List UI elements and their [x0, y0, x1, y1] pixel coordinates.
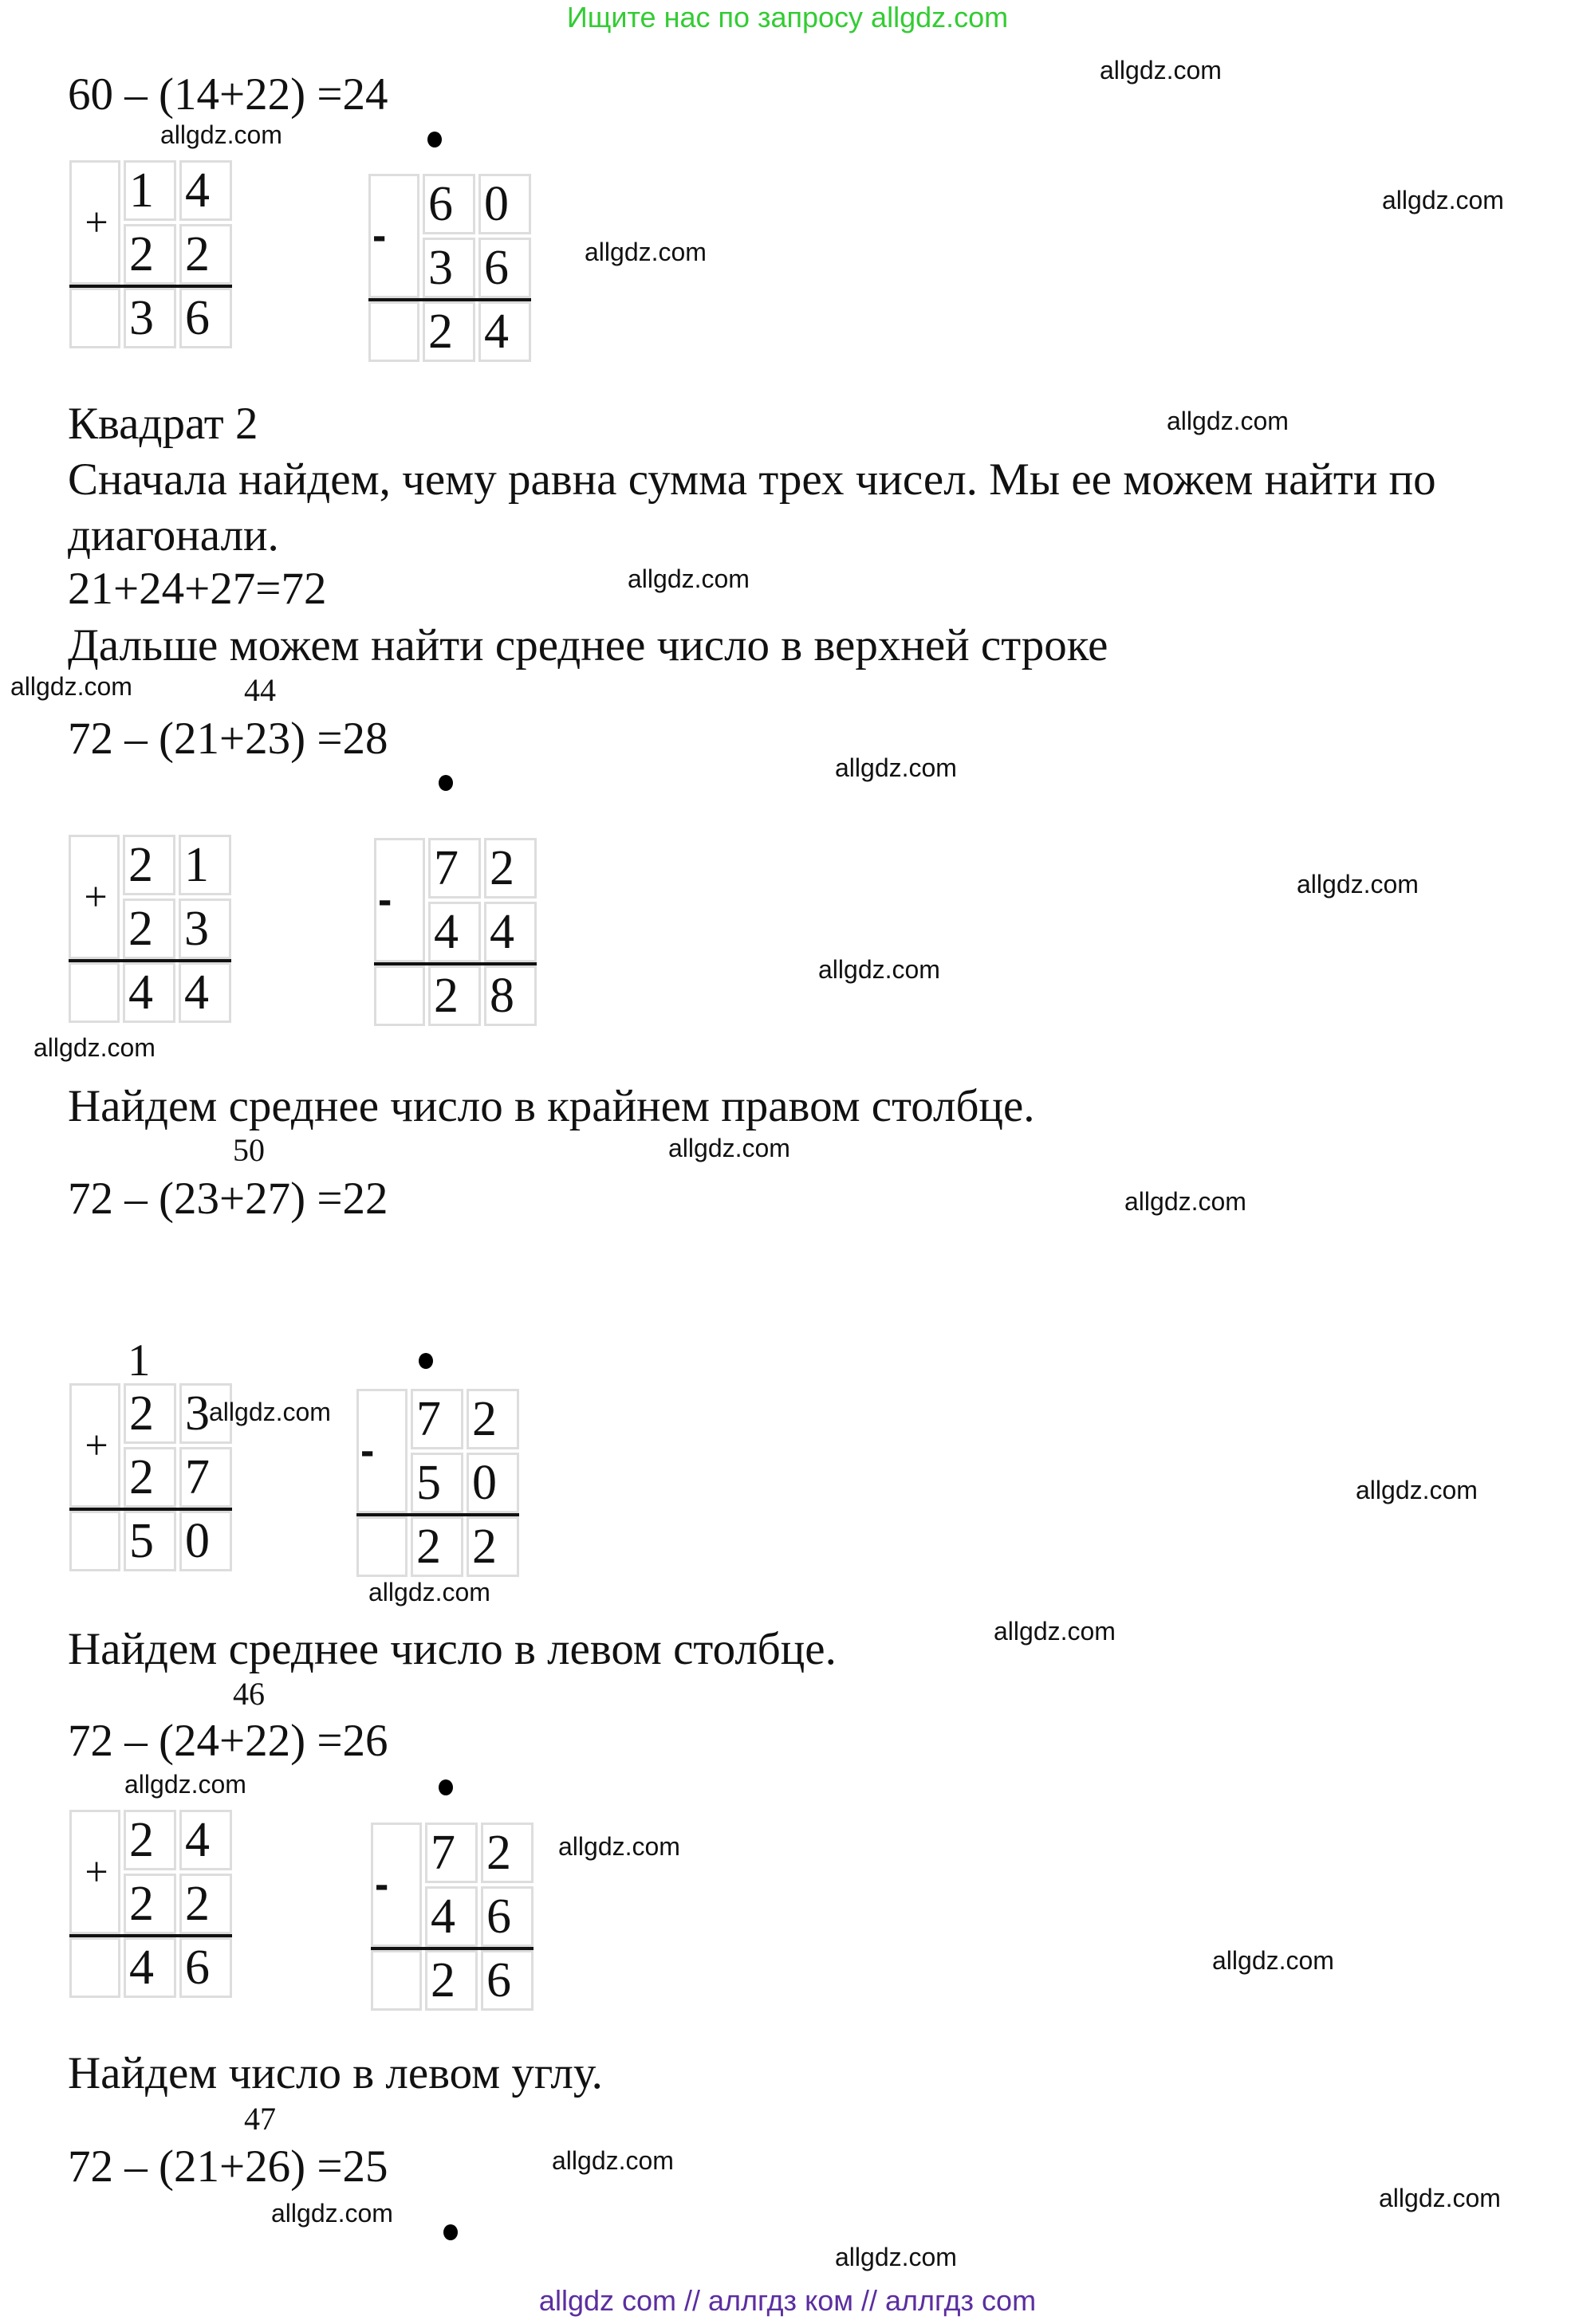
bullet-dot — [439, 775, 453, 791]
watermark-text: allgdz.com — [628, 564, 750, 593]
watermark-text: allgdz.com — [209, 1398, 331, 1426]
plus-sign: + — [69, 160, 120, 285]
digit-cell: 4 — [428, 902, 481, 962]
digit-cell: 2 — [425, 1950, 478, 2011]
result-line — [356, 1513, 519, 1516]
digit-cell: 2 — [179, 224, 232, 285]
digit-cell: 2 — [423, 301, 475, 362]
digit-cell: 4 — [484, 902, 537, 962]
watermark-text: allgdz.com — [160, 120, 282, 149]
digit-cell: 4 — [179, 160, 232, 221]
watermark-text: allgdz.com — [271, 2199, 393, 2228]
digit-cell: 2 — [428, 965, 481, 1026]
empty-cell — [69, 1511, 120, 1571]
digit-cell: 4 — [179, 1810, 232, 1870]
minus-sign: - — [356, 1389, 408, 1513]
footer: allgdz com // аллгдз ком // аллгдз com — [538, 2284, 1037, 2317]
digit-cell: 7 — [411, 1389, 463, 1449]
watermark-text: allgdz.com — [1356, 1476, 1478, 1504]
watermark-text: allgdz.com — [835, 2243, 957, 2271]
digit-cell: 6 — [478, 238, 531, 298]
digit-cell: 6 — [179, 288, 232, 348]
plus-sign: + — [69, 1383, 120, 1508]
digit-cell: 0 — [478, 174, 531, 234]
digit-cell: 2 — [124, 1810, 176, 1870]
empty-cell — [69, 288, 120, 348]
watermark-text: allgdz.com — [1297, 870, 1419, 899]
empty-cell — [371, 1950, 422, 2011]
minus-sign: - — [371, 1823, 422, 1947]
equation-1: 60 – (14+22) =24 — [68, 69, 388, 120]
bullet-dot — [419, 1353, 433, 1369]
digit-cell: 5 — [124, 1511, 176, 1571]
digit-cell: 0 — [467, 1453, 519, 1513]
intro-line-1: Сначала найдем, чему равна сумма трех чисел. Мы ее можем найти по — [68, 454, 1436, 505]
watermark-text: allgdz.com — [585, 238, 707, 266]
digit-cell: 4 — [478, 301, 531, 362]
digit-cell: 4 — [425, 1886, 478, 1947]
digit-cell: 0 — [179, 1511, 232, 1571]
empty-cell — [69, 1937, 120, 1998]
digit-cell: 8 — [484, 965, 537, 1026]
subtraction-column-calculation — [368, 174, 531, 362]
watermark-text: allgdz.com — [994, 1617, 1116, 1646]
digit-cell: 2 — [124, 224, 176, 285]
digit-cell: 7 — [179, 1447, 232, 1508]
digit-cell: 2 — [123, 899, 175, 959]
watermark-text: allgdz.com — [368, 1578, 490, 1606]
watermark-text: allgdz.com — [1382, 186, 1504, 214]
digit-cell: 2 — [481, 1823, 534, 1883]
result-line — [368, 298, 531, 301]
result-line — [69, 1508, 232, 1511]
digit-cell: 2 — [467, 1516, 519, 1577]
digit-cell: 6 — [179, 1937, 232, 1998]
digit-cell: 3 — [179, 1383, 232, 1444]
note-47: 47 — [244, 2101, 276, 2137]
step-3-text: Найдем среднее число в левом столбце. — [68, 1624, 837, 1674]
digit-cell: 3 — [124, 288, 176, 348]
addition-column-calculation — [69, 1383, 232, 1571]
digit-cell: 1 — [179, 835, 231, 895]
digit-cell: 4 — [124, 1937, 176, 1998]
subtraction-column-calculation — [374, 838, 537, 1026]
heading-square-2: Квадрат 2 — [68, 399, 258, 449]
digit-cell: 2 — [124, 1874, 176, 1934]
digit-cell: 2 — [179, 1874, 232, 1934]
watermark-text: allgdz.com — [1167, 407, 1289, 435]
equation-3: 72 – (23+27) =22 — [68, 1174, 388, 1224]
plus-sign: + — [69, 1810, 120, 1934]
watermark-text: allgdz.com — [558, 1832, 680, 1861]
digit-cell: 6 — [481, 1886, 534, 1947]
sum-equation: 21+24+27=72 — [68, 564, 327, 614]
minus-sign: - — [368, 174, 419, 298]
digit-cell: 6 — [423, 174, 475, 234]
digit-cell: 2 — [484, 838, 537, 899]
watermark-text: allgdz.com — [33, 1033, 156, 1062]
result-line — [371, 1947, 534, 1950]
bullet-dot — [443, 2224, 458, 2240]
watermark-text: allgdz.com — [1124, 1187, 1246, 1216]
equation-5: 72 – (21+26) =25 — [68, 2141, 388, 2192]
empty-cell — [374, 965, 425, 1026]
watermark-text: allgdz.com — [552, 2146, 674, 2175]
equation-2: 72 – (21+23) =28 — [68, 714, 388, 764]
note-50: 50 — [233, 1132, 265, 1168]
addition-column-calculation — [69, 835, 231, 1023]
watermark-text: allgdz.com — [1100, 56, 1222, 85]
digit-cell: 4 — [123, 962, 175, 1023]
minus-sign: - — [374, 838, 425, 962]
digit-cell: 2 — [124, 1447, 176, 1508]
plus-sign: + — [69, 835, 120, 959]
empty-cell — [356, 1516, 408, 1577]
watermark-text: allgdz.com — [818, 955, 940, 984]
watermark-text: allgdz.com — [835, 753, 957, 782]
step-1-text: Дальше можем найти среднее число в верхней строке — [68, 620, 1108, 670]
header-banner: Ищите нас по запросу allgdz.com — [566, 1, 1009, 33]
intro-line-2: диагонали. — [68, 510, 279, 560]
note-44: 44 — [244, 672, 276, 708]
digit-cell: 2 — [123, 835, 175, 895]
note-46: 46 — [233, 1676, 265, 1712]
addition-column-calculation — [69, 1810, 232, 1998]
digit-cell: 3 — [423, 238, 475, 298]
result-line — [69, 1934, 232, 1937]
digit-cell: 2 — [124, 1383, 176, 1444]
digit-cell: 1 — [124, 160, 176, 221]
step-2-text: Найдем среднее число в крайнем правом столбце. — [68, 1081, 1035, 1131]
result-line — [69, 959, 231, 962]
empty-cell — [69, 962, 120, 1023]
addition-column-calculation — [69, 160, 232, 348]
result-line — [69, 285, 232, 288]
bullet-dot — [427, 132, 442, 147]
watermark-text: allgdz.com — [124, 1770, 246, 1799]
digit-cell: 2 — [411, 1516, 463, 1577]
digit-cell: 5 — [411, 1453, 463, 1513]
watermark-text: allgdz.com — [1212, 1946, 1334, 1975]
equation-4: 72 – (24+22) =26 — [68, 1716, 388, 1766]
digit-cell: 2 — [467, 1389, 519, 1449]
empty-cell — [368, 301, 419, 362]
step-4-text: Найдем число в левом углу. — [68, 2048, 603, 2098]
result-line — [374, 962, 537, 965]
watermark-text: allgdz.com — [668, 1134, 790, 1162]
bullet-dot — [439, 1779, 453, 1795]
digit-cell: 7 — [428, 838, 481, 899]
watermark-text: allgdz.com — [1379, 2184, 1501, 2212]
digit-cell: 4 — [179, 962, 231, 1023]
digit-cell: 7 — [425, 1823, 478, 1883]
digit-cell: 6 — [481, 1950, 534, 2011]
carry-1: 1 — [128, 1335, 151, 1386]
digit-cell: 3 — [179, 899, 231, 959]
subtraction-column-calculation — [371, 1823, 534, 2011]
subtraction-column-calculation — [356, 1389, 519, 1577]
watermark-text: allgdz.com — [10, 672, 132, 701]
